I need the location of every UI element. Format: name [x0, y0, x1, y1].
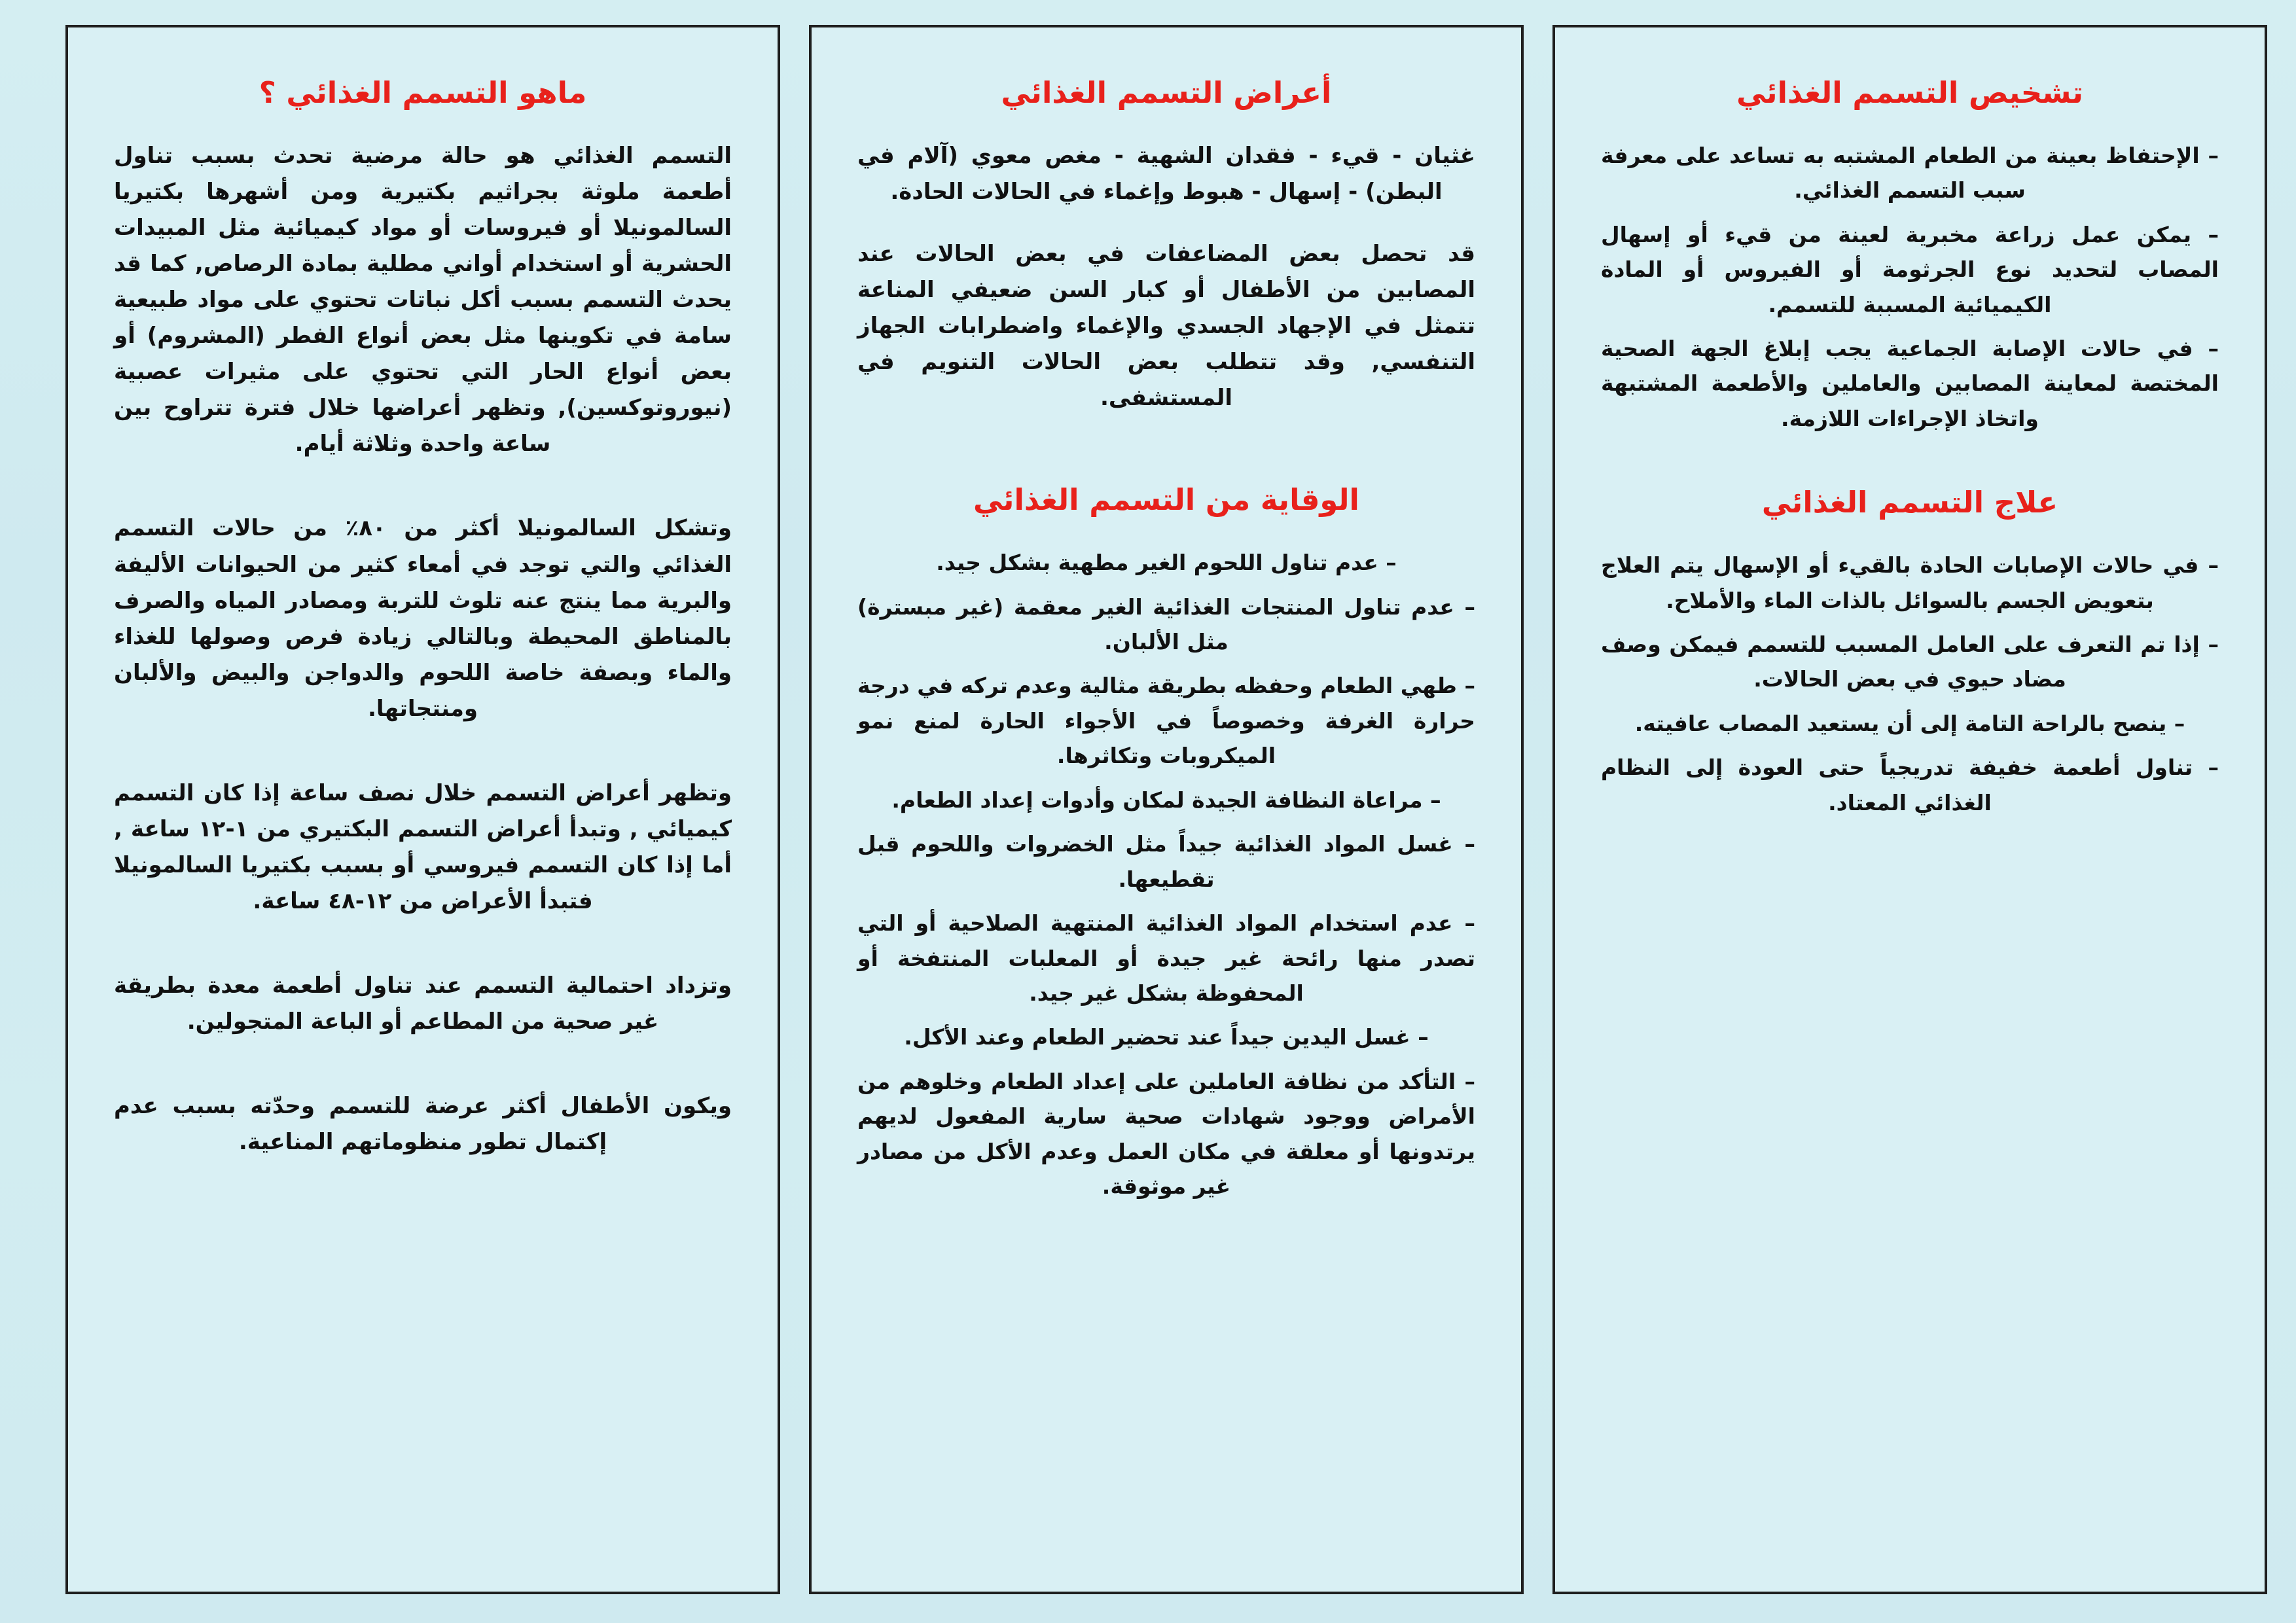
list-item: – الإحتفاظ بعينة من الطعام المشتبه به تساعد على معرفة سبب التسمم الغذائي. — [1601, 138, 2219, 208]
spacer — [114, 753, 732, 776]
list-item: – غسل اليدين جيداً عند تحضير الطعام وعند الأكل. — [857, 1020, 1475, 1054]
onset-paragraph: وتظهر أعراض التسمم خلال نصف ساعة إذا كان التسمم كيميائي , وتبدأ أعراض التسمم البكتيري من ١-١٢ ساعة , أما إذا كان التسمم فيروسي أو بسبب بكتيريا السالمونيلا فتبدأ الأعراض من ١٢-٤٨ ساعة. — [114, 779, 732, 915]
list-item: – في حالات الإصابات الحادة بالقيء أو الإسهال يتم العلاج بتعويض الجسم بالسوائل بالذات الماء والأملاح. — [1601, 548, 2219, 618]
heading-what-is-food-poisoning: ماهو التسمم الغذائي ؟ — [259, 75, 587, 110]
symptoms-complications-paragraph: قد تحصل بعض المضاعفات في بعض الحالات عند المصابين من الأطفال أو كبار السن ضعيفي المناعة تتمثل في الإجهاد الجسدي والإغماء واضطرابات الجهاز التنفسي, وقد تتطلب بعض الحالات التنويم في المستشفى. — [857, 240, 1475, 412]
list-item: – تناول أطعمة خفيفة تدريجياً حتى العودة إلى النظام الغذائي المعتاد. — [1601, 750, 2219, 820]
risk-paragraph: وتزداد احتمالية التسمم عند تناول أطعمة معدة بطريقة غير صحية من المطاعم أو الباعة المتجولين. — [114, 972, 732, 1035]
heading-treatment: علاج التسمم الغذائي — [1761, 485, 2058, 520]
definition-paragraph: التسمم الغذائي هو حالة مرضية تحدث بسبب تناول أطعمة ملوثة بجراثيم بكتيرية ومن أشهرها بكتيريا السالمونيلا أو فيروسات أو مواد كيميائية مثل المبيدات الحشرية أو استخدام أواني مطلية بمادة الرصاص, كما قد يحدث التسمم بسبب أكل نباتات تحتوي على مواد طبيعية سامة في تكوينها مثل بعض أنواع الفطر (المشروم) أو بعض أنواع الحار التي تحتوي على مثيرات عصبية (نيوروتوكسين), وتظهر أعراضها خلال فترة تتراوح بين ساعة واحدة وثلاثة أيام. — [114, 142, 732, 457]
list-item: – عدم تناول المنتجات الغذائية الغير معقمة (غير مبسترة) مثل الألبان. — [857, 590, 1475, 660]
list-item: – عدم استخدام المواد الغذائية المنتهية الصلاحية أو التي تصدر منها رائحة غير جيدة أو المعلبات المنتفخة أو المحفوظة بشكل غير جيد. — [857, 906, 1475, 1010]
treatment-list — [1601, 548, 2219, 829]
list-item: – في حالات الإصابة الجماعية يجب إبلاغ الجهة الصحية المختصة لمعاينة المصابين والعاملين والأطعمة المشتبهة واتخاذ الإجراءات اللازمة. — [1601, 331, 2219, 436]
list-item: – غسل المواد الغذائية جيداً مثل الخضروات واللحوم قبل تقطيعها. — [857, 827, 1475, 897]
prevention-list — [857, 545, 1475, 1213]
heading-symptoms: أعراض التسمم الغذائي — [1001, 75, 1332, 110]
panel-definition — [65, 25, 780, 1594]
panel-symptoms-prevention — [809, 25, 1524, 1594]
list-item: – طهي الطعام وحفظه بطريقة مثالية وعدم تركه في درجة حرارة الغرفة وخصوصاً في الأجواء الحارة لمنع نمو الميكروبات وتكاثرها. — [857, 668, 1475, 773]
list-item: – إذا تم التعرف على العامل المسبب للتسمم فيمكن وصف مضاد حيوي في بعض الحالات. — [1601, 627, 2219, 697]
heading-diagnosis: تشخيص التسمم الغذائي — [1736, 75, 2083, 110]
heading-prevention: الوقاية من التسمم الغذائي — [973, 482, 1359, 518]
diagnosis-list — [1601, 138, 2219, 446]
spacer — [114, 488, 732, 510]
list-item: – عدم تناول اللحوم الغير مطهية بشكل جيد. — [857, 545, 1475, 580]
list-item: – يمكن عمل زراعة مخبرية لعينة من قيء أو إسهال المصاب لتحديد نوع الجرثومة أو الفيروس أو المادة الكيميائية المسببة للتسمم. — [1601, 217, 2219, 322]
panel-diagnosis-treatment — [1552, 25, 2267, 1594]
spacer — [114, 1066, 732, 1088]
salmonella-paragraph: وتشكل السالمونيلا أكثر من ٨٠٪ من حالات التسمم الغذائي والتي توجد في أمعاء كثير من الحيوانات الأليفة والبرية مما ينتج عنه تلوث للتربة ومصادر المياه والصرف بالمناطق المحيطة وبالتالي زيادة فرص وصولها للغذاء والماء وبصفة خاصة اللحوم والدواجن والبيض والألبان ومنتجاتها. — [114, 515, 732, 722]
list-item: – التأكد من نظافة العاملين على إعداد الطعام وخلوهم من الأمراض ووجود شهادات صحية سارية المفعول لديهم يرتدونها أو معلقة في مكان العمل وعدم الأكل من مصادر غير موثوقة. — [857, 1064, 1475, 1204]
spacer — [114, 946, 732, 968]
list-item: – ينصح بالراحة التامة إلى أن يستعيد المصاب عافيته. — [1601, 706, 2219, 741]
symptoms-paragraph: غثيان - قيء - فقدان الشهية - مغص معوي (آلام في البطن) - إسهال - هبوط وإغماء في الحالات الحادة. — [857, 142, 1475, 205]
children-paragraph: ويكون الأطفال أكثر عرضة للتسمم وحدّته بسبب عدم إكتمال تطور منظوماتهم المناعية. — [114, 1093, 732, 1156]
list-item: – مراعاة النظافة الجيدة لمكان وأدوات إعداد الطعام. — [857, 783, 1475, 817]
